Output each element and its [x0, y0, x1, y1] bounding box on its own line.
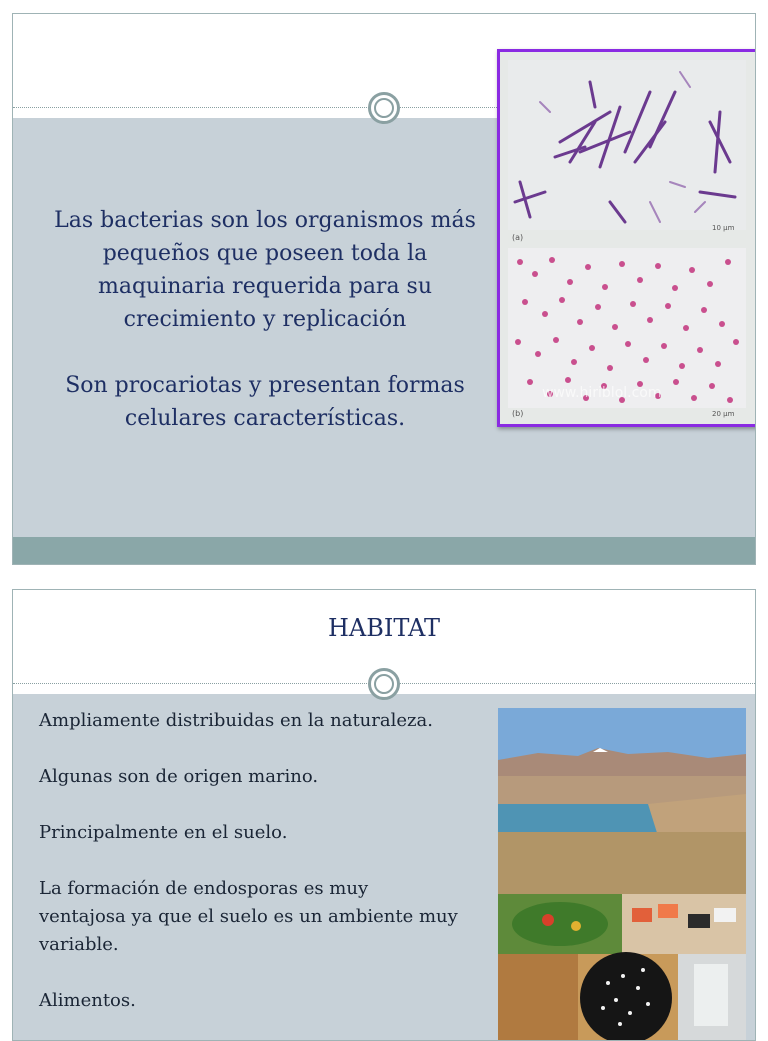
- slide-2: [12, 589, 756, 1041]
- ring-ornament-icon: [368, 92, 400, 124]
- footer-bar: [13, 537, 755, 564]
- habitat-paragraph-1: Ampliamente distribuidas en la naturaleza.: [39, 710, 433, 731]
- habitat-text: [39, 707, 459, 1041]
- scale-b-label: 20 µm: [712, 410, 735, 418]
- bacteria-micrograph: [497, 49, 756, 427]
- habitat-collage: [498, 708, 746, 1041]
- ring-ornament-icon: [368, 668, 400, 700]
- habitat-paragraph-3: Principalmente en el suelo.: [39, 822, 288, 843]
- micrograph-svg: [500, 52, 756, 424]
- panel-b-label: (b): [512, 409, 524, 418]
- habitat-collage-svg: [498, 708, 746, 1041]
- slide-title: HABITAT: [327, 614, 441, 642]
- scale-a-label: 10 µm: [712, 224, 735, 232]
- intro-text: [37, 204, 493, 435]
- watermark: www.hiriblol.com: [542, 385, 662, 401]
- intro-paragraph-2: Son procariotas y presentan formas celulares características.: [65, 373, 465, 431]
- habitat-paragraph-5: Alimentos.: [39, 990, 136, 1011]
- panel-a-label: (a): [512, 233, 524, 242]
- slide-1: [12, 13, 756, 565]
- intro-paragraph-1: Las bacterias son los organismos más pequeños que poseen toda la maquinaria requerida para su crecimiento y replicación: [54, 208, 476, 332]
- habitat-paragraph-2: Algunas son de origen marino.: [39, 766, 319, 787]
- habitat-paragraph-4: La formación de endosporas es muy ventajosa ya que el suelo es un ambiente muy variable.: [39, 878, 458, 955]
